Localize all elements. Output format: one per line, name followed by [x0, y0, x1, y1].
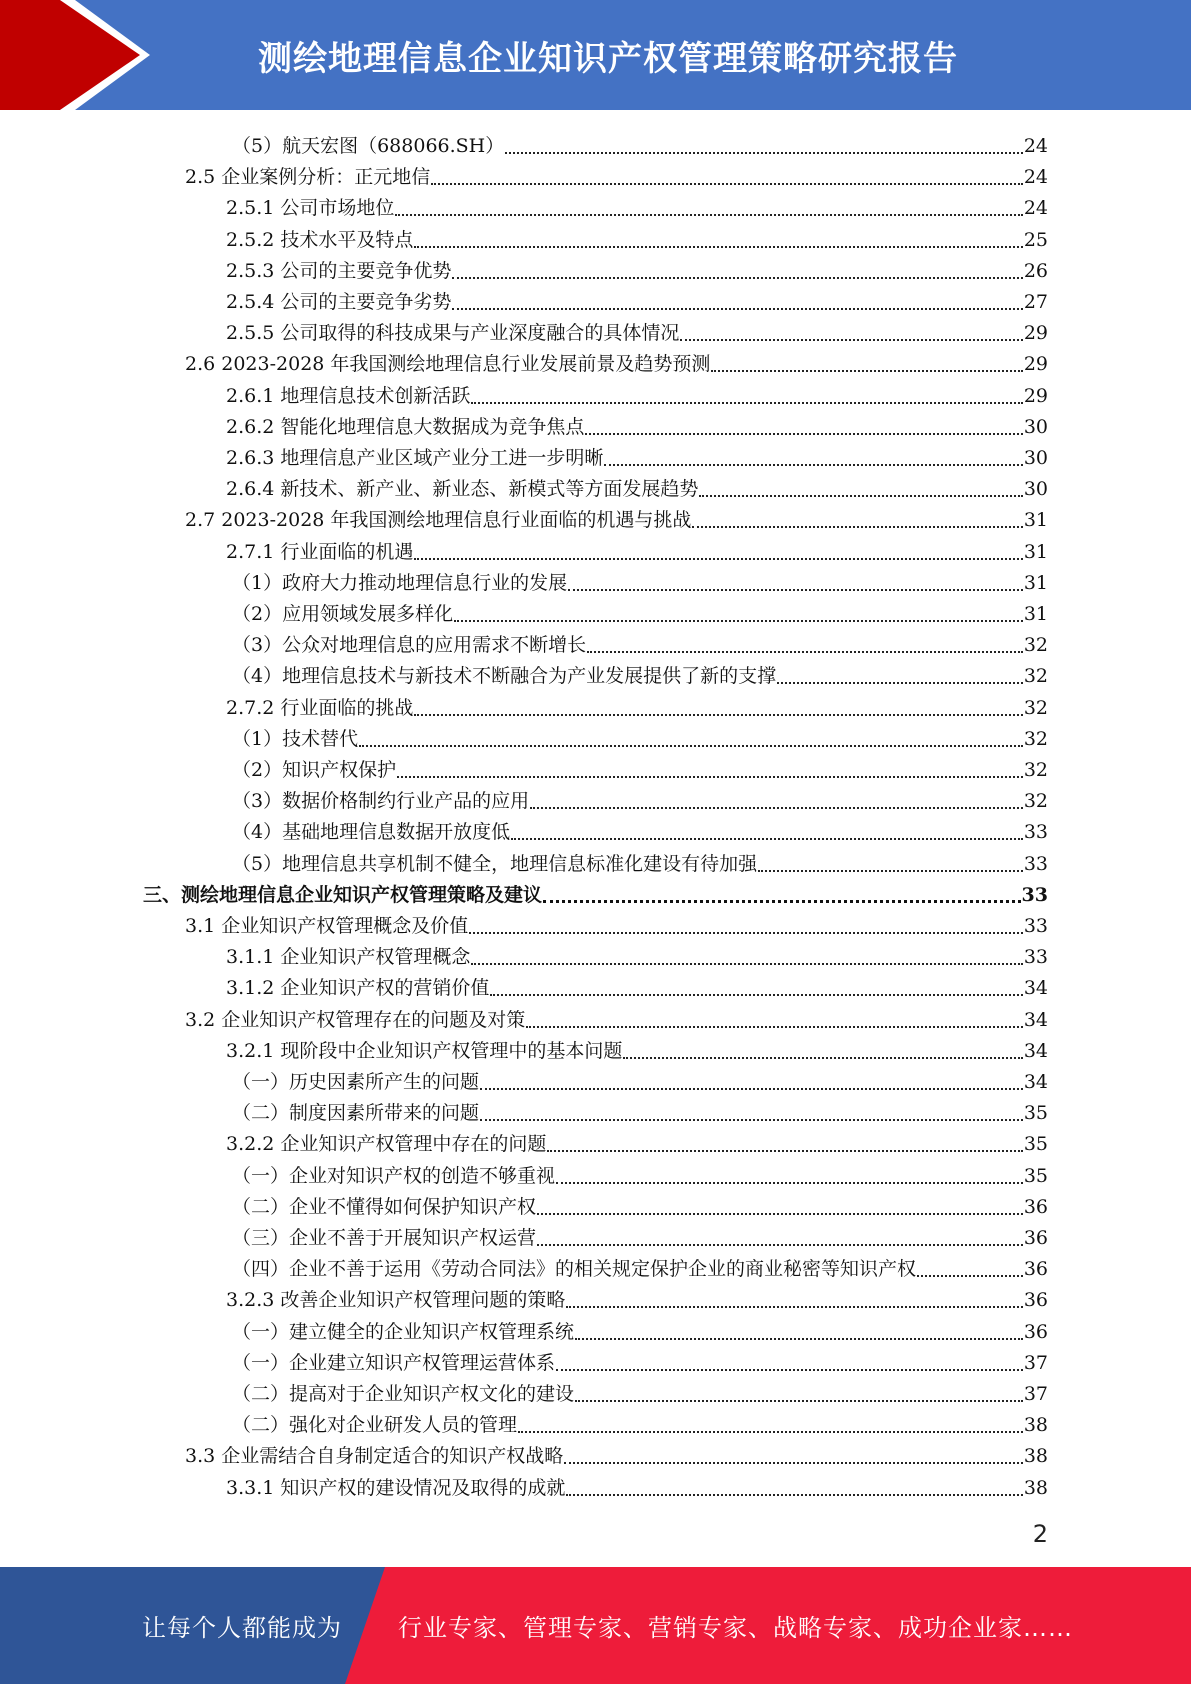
- toc-dot-leader: [414, 540, 1022, 560]
- page-header: [0, 0, 1191, 110]
- toc-dot-leader: [680, 321, 1022, 341]
- toc-entry-page: 32: [1023, 696, 1048, 719]
- toc-entry[interactable]: [232, 1063, 1048, 1094]
- toc-entry-title: 2.5.3 公司的主要竞争优势: [226, 259, 452, 282]
- toc-entry-page: 29: [1023, 353, 1048, 376]
- toc-entry-title: （一）历史因素所产生的问题: [232, 1071, 480, 1093]
- toc-entry-page: 27: [1023, 291, 1048, 313]
- toc-entry[interactable]: [143, 876, 1048, 907]
- footer-slogan-right: 行业专家、管理专家、营销专家、战略专家、成功企业家……: [398, 1614, 1073, 1642]
- toc-dot-leader: [547, 1132, 1022, 1152]
- toc-dot-leader: [452, 259, 1022, 279]
- toc-entry-page: 36: [1023, 1195, 1048, 1218]
- toc-entry-page: 37: [1023, 1383, 1048, 1405]
- toc-entry-page: 29: [1023, 322, 1048, 345]
- toc-dot-leader: [414, 696, 1022, 716]
- toc-entry-title: （1）技术替代: [232, 727, 359, 750]
- toc-dot-leader: [711, 352, 1022, 372]
- toc-entry-title: 2.6.3 地理信息产业区域产业分工进一步明晰: [226, 447, 604, 469]
- toc-dot-leader: [490, 976, 1022, 996]
- toc-entry-title: （四）企业不善于运用《劳动合同法》的相关规定保护企业的商业秘密等知识产权: [232, 1258, 917, 1281]
- toc-dot-leader: [556, 1164, 1023, 1184]
- toc-dot-leader: [471, 945, 1022, 965]
- toc-entry[interactable]: [232, 1375, 1048, 1406]
- toc-entry[interactable]: [226, 314, 1048, 345]
- toc-entry-title: （一）建立健全的企业知识产权管理系统: [232, 1320, 575, 1343]
- toc-entry-page: 38: [1023, 1476, 1048, 1499]
- toc-entry-title: 2.5.1 公司市场地位: [226, 197, 395, 220]
- toc-dot-leader: [575, 1382, 1023, 1402]
- toc-entry[interactable]: [185, 1001, 1048, 1032]
- toc-dot-leader: [359, 727, 1023, 747]
- toc-entry-title: 3.2.1 现阶段中企业知识产权管理中的基本问题: [226, 1039, 623, 1062]
- toc-dot-leader: [469, 914, 1023, 934]
- toc-entry-title: （4）地理信息技术与新技术不断融合为产业发展提供了新的支撑: [232, 665, 777, 688]
- toc-entry-page: 24: [1023, 135, 1048, 157]
- toc-entry-page: 36: [1023, 1258, 1048, 1281]
- toc-entry-title: 3.3 企业需结合自身制定适合的知识产权战略: [185, 1445, 564, 1468]
- toc-entry-page: 24: [1023, 166, 1048, 189]
- toc-entry-page: 37: [1023, 1351, 1048, 1374]
- toc-entry-page: 31: [1023, 509, 1048, 532]
- toc-entry-title: 2.5 企业案例分析：正元地信: [185, 166, 431, 189]
- toc-dot-leader: [480, 1101, 1023, 1121]
- toc-entry-title: 三、测绘地理信息企业知识产权管理策略及建议: [143, 883, 543, 906]
- toc-entry-title: 3.1 企业知识产权管理概念及价值: [185, 915, 469, 937]
- toc-entry-title: （5）航天宏图（688066.SH）: [232, 135, 505, 157]
- toc-entry[interactable]: [232, 1188, 1048, 1219]
- toc-entry[interactable]: [226, 439, 1048, 470]
- toc-entry-page: 33: [1023, 915, 1048, 937]
- toc-dot-leader: [566, 1288, 1022, 1308]
- toc-entry-title: 2.6 2023-2028 年我国测绘地理信息行业发展前景及趋势预测: [185, 353, 711, 376]
- toc-entry-title: 2.5.2 技术水平及特点: [226, 228, 414, 251]
- toc-entry-page: 31: [1023, 571, 1048, 594]
- toc-entry-title: （1）政府大力推动地理信息行业的发展: [232, 571, 568, 594]
- toc-entry[interactable]: [226, 689, 1048, 720]
- toc-dot-leader: [505, 134, 1023, 154]
- toc-dot-leader: [699, 477, 1022, 497]
- toc-dot-leader: [604, 446, 1022, 466]
- toc-entry-page: 33: [1023, 946, 1048, 969]
- report-title: 测绘地理信息企业知识产权管理策略研究报告: [258, 38, 958, 79]
- toc-entry-title: （二）企业不懂得如何保护知识产权: [232, 1195, 537, 1218]
- toc-entry-page: 32: [1023, 759, 1048, 781]
- toc-entry-title: 2.6.2 智能化地理信息大数据成为竞争焦点: [226, 415, 585, 438]
- toc-entry[interactable]: [226, 470, 1048, 501]
- toc-entry-title: （2）应用领域发展多样化: [232, 603, 454, 625]
- toc-entry[interactable]: [232, 1157, 1048, 1188]
- toc-dot-leader: [575, 1320, 1023, 1340]
- toc-entry-page: 33: [1021, 883, 1048, 906]
- toc-entry-title: 3.3.1 知识产权的建设情况及取得的成就: [226, 1476, 566, 1499]
- toc-entry-page: 24: [1023, 197, 1048, 220]
- toc-entry[interactable]: [232, 813, 1048, 844]
- toc-dot-leader: [556, 1351, 1023, 1371]
- toc-entry-page: 35: [1023, 1102, 1048, 1125]
- toc-entry-page: 30: [1023, 478, 1048, 501]
- toc-entry-page: 33: [1023, 852, 1048, 875]
- toc-entry-page: 30: [1023, 415, 1048, 438]
- toc-dot-leader: [623, 1039, 1022, 1059]
- toc-dot-leader: [758, 852, 1023, 872]
- toc-dot-leader: [568, 571, 1023, 591]
- toc-entry-page: 38: [1023, 1445, 1048, 1468]
- toc-entry-title: （4）基础地理信息数据开放度低: [232, 821, 511, 844]
- toc-entry-title: 3.2.3 改善企业知识产权管理问题的策略: [226, 1289, 566, 1312]
- toc-entry-title: 3.2 企业知识产权管理存在的问题及对策: [185, 1008, 526, 1031]
- toc-entry-page: 35: [1023, 1133, 1048, 1156]
- toc-entry-title: （二）提高对于企业知识产权文化的建设: [232, 1383, 575, 1405]
- toc-dot-leader: [564, 1444, 1023, 1464]
- toc-entry-page: 34: [1023, 1039, 1048, 1062]
- footer-slogan-left: 让每个人都能成为: [142, 1614, 342, 1642]
- toc-dot-leader: [414, 228, 1022, 248]
- toc-entry-title: （一）企业建立知识产权管理运营体系: [232, 1351, 556, 1374]
- toc-entry[interactable]: [232, 564, 1048, 595]
- toc-entry-title: 2.7.1 行业面临的机遇: [226, 540, 414, 563]
- toc-entry-page: 32: [1023, 727, 1048, 750]
- toc-entry[interactable]: [232, 1219, 1048, 1250]
- toc-entry[interactable]: [232, 1344, 1048, 1375]
- toc-entry-page: 35: [1023, 1164, 1048, 1187]
- toc-dot-leader: [480, 1070, 1023, 1090]
- toc-entry[interactable]: [232, 720, 1048, 751]
- toc-entry[interactable]: [232, 1250, 1048, 1281]
- toc-entry[interactable]: [226, 1469, 1048, 1500]
- toc-dot-leader: [530, 789, 1023, 809]
- toc-entry[interactable]: [232, 657, 1048, 688]
- toc-entry-page: 36: [1023, 1289, 1048, 1312]
- toc-dot-leader: [587, 633, 1023, 653]
- toc-entry-title: （三）企业不善于开展知识产权运营: [232, 1227, 537, 1249]
- toc-entry-page: 26: [1023, 259, 1048, 282]
- toc-entry[interactable]: [226, 1281, 1048, 1312]
- toc-entry-page: 31: [1023, 540, 1048, 563]
- toc-dot-leader: [537, 1226, 1023, 1246]
- toc-dot-leader: [471, 384, 1022, 404]
- toc-entry-page: 31: [1023, 603, 1048, 625]
- toc-entry-title: 2.7 2023-2028 年我国测绘地理信息行业面临的机遇与挑战: [185, 509, 692, 532]
- toc-entry-page: 34: [1023, 977, 1048, 1000]
- toc-entry-page: 36: [1023, 1320, 1048, 1343]
- toc-entry[interactable]: [226, 283, 1048, 314]
- toc-dot-leader: [526, 1008, 1023, 1028]
- toc-entry-page: 29: [1023, 384, 1048, 407]
- toc-entry-title: 3.2.2 企业知识产权管理中存在的问题: [226, 1133, 547, 1156]
- toc-dot-leader: [585, 415, 1022, 435]
- toc-dot-leader: [518, 1413, 1023, 1433]
- toc-entry-title: （一）企业对知识产权的创造不够重视: [232, 1164, 556, 1187]
- toc-entry-title: 3.1.1 企业知识产权管理概念: [226, 946, 471, 969]
- toc-entry-title: 2.5.4 公司的主要竞争劣势: [226, 291, 452, 313]
- toc-dot-leader: [452, 290, 1022, 310]
- toc-entry[interactable]: [226, 1032, 1048, 1063]
- toc-dot-leader: [395, 196, 1022, 216]
- toc-entry-page: 25: [1023, 228, 1048, 251]
- toc-entry-title: 3.1.2 企业知识产权的营销价值: [226, 977, 490, 1000]
- toc-entry-title: （3）公众对地理信息的应用需求不断增长: [232, 634, 587, 657]
- toc-dot-leader: [431, 165, 1023, 185]
- toc-entry-page: 36: [1023, 1227, 1048, 1249]
- toc-dot-leader: [511, 820, 1023, 840]
- toc-entry-title: （二）制度因素所带来的问题: [232, 1102, 480, 1125]
- toc-entry[interactable]: [226, 377, 1048, 408]
- toc-entry-page: 32: [1023, 634, 1048, 657]
- toc-entry[interactable]: [226, 252, 1048, 283]
- toc-entry-title: （3）数据价格制约行业产品的应用: [232, 790, 530, 813]
- toc-entry[interactable]: [226, 189, 1048, 220]
- toc-entry[interactable]: [185, 501, 1048, 532]
- toc-dot-leader: [917, 1257, 1023, 1277]
- toc-entry-page: 32: [1023, 790, 1048, 813]
- page-footer: [0, 1567, 1191, 1684]
- toc-entry[interactable]: [185, 907, 1048, 938]
- page-number: 2: [1032, 1520, 1048, 1548]
- toc-entry[interactable]: [226, 969, 1048, 1000]
- toc-entry[interactable]: [185, 1437, 1048, 1468]
- toc-entry[interactable]: [232, 595, 1048, 626]
- toc-entry-title: （2）知识产权保护: [232, 759, 397, 781]
- toc-dot-leader: [537, 1195, 1023, 1215]
- toc-entry-title: 2.6.4 新技术、新产业、新业态、新模式等方面发展趋势: [226, 478, 699, 501]
- toc-entry-title: 2.6.1 地理信息技术创新活跃: [226, 384, 471, 407]
- toc-entry-page: 33: [1023, 821, 1048, 844]
- toc-entry[interactable]: [226, 938, 1048, 969]
- toc-entry-title: 2.7.2 行业面临的挑战: [226, 696, 414, 719]
- toc-entry-page: 38: [1023, 1414, 1048, 1437]
- toc-entry[interactable]: [185, 158, 1048, 189]
- toc-dot-leader: [777, 664, 1023, 684]
- toc-dot-leader: [566, 1476, 1022, 1496]
- toc-dot-leader: [543, 883, 1021, 903]
- toc-entry[interactable]: [226, 1125, 1048, 1156]
- toc-entry-title: （5）地理信息共享机制不健全，地理信息标准化建设有待加强: [232, 852, 758, 875]
- toc-entry-page: 34: [1023, 1008, 1048, 1031]
- toc-entry-title: 2.5.5 公司取得的科技成果与产业深度融合的具体情况: [226, 322, 680, 345]
- toc-entry-page: 32: [1023, 665, 1048, 688]
- toc-entry[interactable]: [232, 782, 1048, 813]
- toc-entry[interactable]: [226, 408, 1048, 439]
- toc-entry[interactable]: [226, 221, 1048, 252]
- toc-entry[interactable]: [226, 533, 1048, 564]
- toc-entry[interactable]: [232, 1094, 1048, 1125]
- toc-dot-leader: [692, 508, 1022, 528]
- toc-entry[interactable]: [232, 1313, 1048, 1344]
- toc-entry[interactable]: [232, 751, 1048, 782]
- toc-entry-page: 30: [1023, 447, 1048, 469]
- toc-entry[interactable]: [232, 626, 1048, 657]
- toc-entry[interactable]: [185, 345, 1048, 376]
- toc-dot-leader: [454, 602, 1023, 622]
- toc-entry[interactable]: [232, 127, 1048, 158]
- toc-entry-page: 34: [1023, 1071, 1048, 1093]
- toc-entry-title: （二）强化对企业研发人员的管理: [232, 1414, 518, 1437]
- toc-entry[interactable]: [232, 1406, 1048, 1437]
- toc-dot-leader: [397, 758, 1023, 778]
- toc-entry[interactable]: [232, 845, 1048, 876]
